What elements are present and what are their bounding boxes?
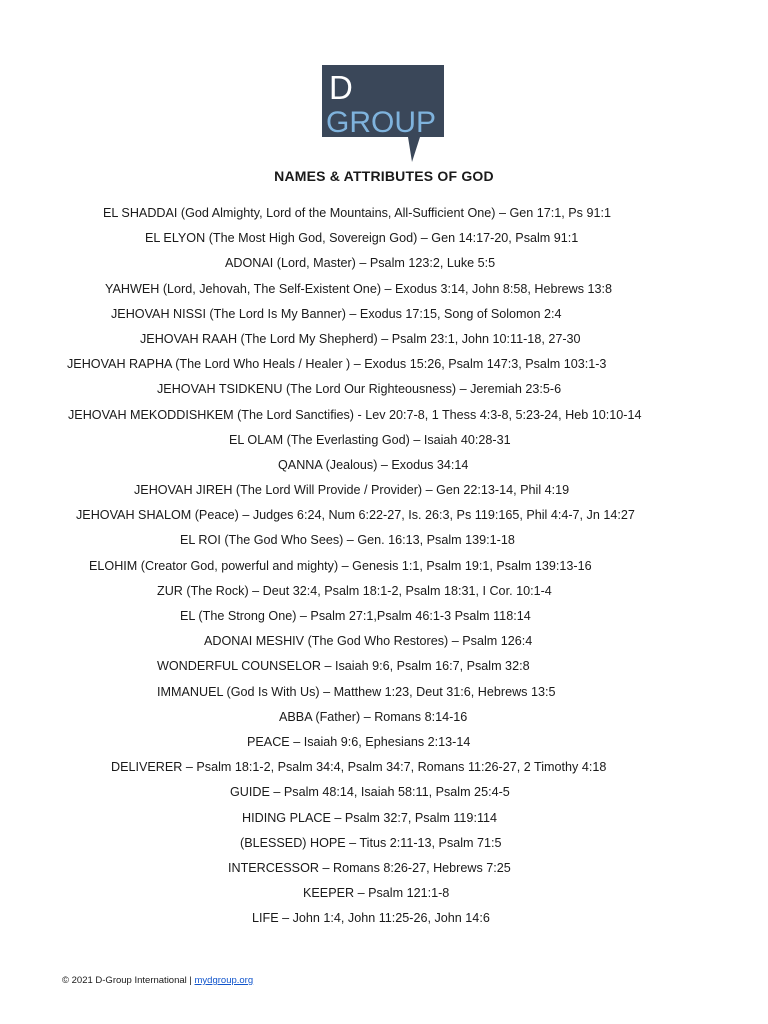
list-item: PEACE – Isaiah 9:6, Ephesians 2:13-14	[247, 734, 471, 749]
page-footer	[62, 975, 253, 986]
list-item: IMMANUEL (God Is With Us) – Matthew 1:23, Deut 31:6, Hebrews 13:5	[157, 684, 556, 699]
footer-copyright: © 2021 D-Group International |	[62, 975, 195, 986]
dgroup-logo	[322, 65, 444, 162]
list-item: JEHOVAH SHALOM (Peace) – Judges 6:24, Num 6:22-27, Is. 26:3, Ps 119:165, Phil 4:4-7, Jn 14:27	[76, 508, 635, 523]
list-item: JEHOVAH MEKODDISHKEM (The Lord Sanctifies) - Lev 20:7-8, 1 Thess 4:3-8, 5:23-24, Heb 10:10-14	[68, 407, 642, 422]
list-item: YAHWEH (Lord, Jehovah, The Self-Existent One) – Exodus 3:14, John 8:58, Hebrews 13:8	[105, 281, 613, 296]
list-item: EL (The Strong One) – Psalm 27:1,Psalm 46:1-3 Psalm 118:14	[180, 609, 531, 623]
list-item: (BLESSED) HOPE – Titus 2:11-13, Psalm 71:5	[240, 835, 502, 850]
list-item: JEHOVAH TSIDKENU (The Lord Our Righteousness) – Jeremiah 23:5-6	[157, 382, 562, 397]
list-item: ABBA (Father) – Romans 8:14-16	[279, 709, 468, 724]
list-item: ZUR (The Rock) – Deut 32:4, Psalm 18:1-2, Psalm 18:31, I Cor. 10:1-4	[157, 583, 552, 598]
list-item: DELIVERER – Psalm 18:1-2, Psalm 34:4, Psalm 34:7, Romans 11:26-27, 2 Timothy 4:18	[111, 760, 607, 775]
list-item: INTERCESSOR – Romans 8:26-27, Hebrews 7:25	[228, 860, 511, 875]
list-item: QANNA (Jealous) – Exodus 34:14	[278, 457, 469, 472]
logo-letter-d: D	[329, 69, 353, 106]
list-item: EL OLAM (The Everlasting God) – Isaiah 40:28-31	[229, 432, 511, 447]
list-item: GUIDE – Psalm 48:14, Isaiah 58:11, Psalm 25:4-5	[230, 785, 510, 800]
names-list	[0, 202, 768, 932]
dgroup-logo-mark	[322, 65, 444, 162]
list-item: LIFE – John 1:4, John 11:25-26, John 14:6	[252, 911, 490, 926]
list-item: HIDING PLACE – Psalm 32:7, Psalm 119:114	[242, 810, 498, 825]
page-title: NAMES & ATTRIBUTES OF GOD	[274, 168, 494, 184]
list-item: EL ROI (The God Who Sees) – Gen. 16:13, Psalm 139:1-18	[180, 533, 515, 548]
list-item: ADONAI (Lord, Master) – Psalm 123:2, Luke 5:5	[225, 256, 496, 271]
list-item: JEHOVAH JIREH (The Lord Will Provide / Provider) – Gen 22:13-14, Phil 4:19	[134, 483, 570, 498]
list-item: KEEPER – Psalm 121:1-8	[303, 886, 450, 901]
list-item: ELOHIM (Creator God, powerful and mighty) – Genesis 1:1, Psalm 19:1, Psalm 139:13-16	[89, 558, 592, 573]
list-item: WONDERFUL COUNSELOR – Isaiah 9:6, Psalm 16:7, Psalm 32:8	[157, 659, 530, 674]
list-item: ADONAI MESHIV (The God Who Restores) – Psalm 126:4	[204, 634, 533, 649]
list-item: JEHOVAH RAAH (The Lord My Shepherd) – Psalm 23:1, John 10:11-18, 27-30	[140, 331, 581, 346]
list-item: JEHOVAH NISSI (The Lord Is My Banner) – Exodus 17:15, Song of Solomon 2:4	[111, 306, 562, 321]
list-item: JEHOVAH RAPHA (The Lord Who Heals / Healer ) – Exodus 15:26, Psalm 147:3, Psalm 103:1-3	[67, 357, 607, 372]
footer-website-link[interactable]: mydgroup.org	[194, 975, 254, 986]
list-item: EL ELYON (The Most High God, Sovereign God) – Gen 14:17-20, Psalm 91:1	[145, 231, 579, 246]
list-item: EL SHADDAI (God Almighty, Lord of the Mountains, All-Sufficient One) – Gen 17:1, Ps 91:1	[103, 206, 611, 220]
logo-word-group: GROUP	[326, 106, 437, 139]
